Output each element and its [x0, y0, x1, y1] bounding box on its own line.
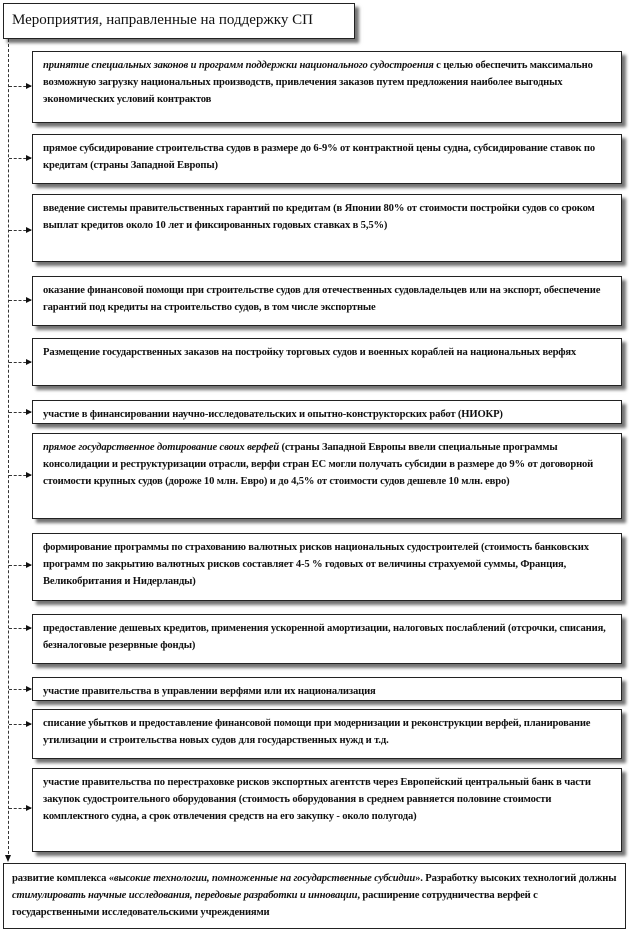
diagram-title-box	[3, 3, 355, 39]
measure-4-text: оказание финансовой помощи при строительстве судов для отечественных судовладельцев или на экспорт, обеспечение гарантий под кредиты на строительство судов, в том числе экспортные	[43, 285, 601, 313]
measure-7-text: (страны Западной Европы ввели специальные программы консолидации и реструктуризации отрасли, верфи стран ЕС могли получать субсидии в размере до 9% от договорной стоимости крупных судов (дороже 10 млн. Евро) и до 4,5% от стоимости судов дешевле 10 млн. евро)	[43, 442, 594, 487]
measure-box-2	[32, 134, 622, 184]
measure-box-7	[32, 433, 622, 519]
bottom-summary-box	[3, 863, 626, 929]
connector-arrow-1	[9, 86, 31, 87]
measure-box-6	[32, 400, 622, 424]
measure-11-text: списание убытков и предоставление финансовой помощи при модернизации и реконструкции верфей, планирование утилизации и строительства новых судов для государственных нужд и т.д.	[43, 718, 591, 746]
connector-arrow-2	[9, 158, 31, 159]
measure-box-10	[32, 677, 622, 701]
bottom-text-part1: развитие комплекса «	[12, 873, 114, 884]
measure-box-4	[32, 276, 622, 326]
measure-5-text: Размещение государственных заказов на постройку торговых судов и военных кораблей на национальных верфях	[43, 347, 577, 358]
connector-arrow-8	[9, 565, 31, 566]
measure-box-5	[32, 338, 622, 386]
measure-box-12	[32, 768, 622, 852]
bottom-text-part3: , расширение сотрудничества верфей с государственными исследовательскими учреждениями	[12, 890, 538, 918]
connector-arrow-7	[9, 475, 31, 476]
connector-arrow-6	[9, 412, 31, 413]
bottom-emphasis-2: стимулировать научные исследования, передовые разработки и инновации	[12, 890, 358, 901]
measure-box-11	[32, 709, 622, 759]
connector-arrow-3	[9, 230, 31, 231]
measure-box-9	[32, 614, 622, 664]
diagram-title: Мероприятия, направленные на поддержку СП	[12, 12, 313, 28]
connector-arrow-12	[9, 808, 31, 809]
measure-10-text: участие правительства в управлении верфями или их национализация	[43, 686, 376, 697]
connector-arrow-10	[9, 689, 31, 690]
measure-2-text: прямое субсидирование строительства судов в размере до 6-9% от контрактной цены судна, субсидирование ставок по кредитам (страны Западной Европы)	[43, 143, 596, 171]
connector-arrow-9	[9, 628, 31, 629]
measure-8-text: формирование программы по страхованию валютных рисков национальных судостроителей (стоимость банковских программ по закрытию валютных рисков составляет 4-5 % годовых от величины страхуемой суммы, Франция, Великобритания и Нидерланды)	[43, 542, 589, 587]
measure-12-text: участие правительства по перестраховке рисков экспортных агентств через Европейский центральный банк в части закупок судостроительного оборудования (стоимость оборудования в среднем равняется половине стоимости комплектного судна, а срок отвлечения средств на его закупку - около полугода)	[43, 777, 591, 822]
connector-arrow-down	[5, 855, 11, 862]
measure-7-emphasis: прямое государственное дотирование своих верфей	[43, 442, 279, 453]
measure-box-3	[32, 194, 622, 262]
measure-6-text: участие в финансировании научно-исследовательских и опытно-конструкторских работ (НИОКР)	[43, 409, 503, 420]
measure-3-text: введение системы правительственных гарантий по кредитам (в Японии 80% от стоимости постройки судов со сроком выплат кредитов около 10 лет и фиксированных годовых ставках в 5,5%)	[43, 203, 595, 231]
measure-box-1	[32, 51, 622, 123]
measure-1-text: с целью обеспечить максимально возможную загрузку национальных производств, привлечения заказов путем предложения наиболее выгодных экономических условий контрактов	[43, 60, 593, 105]
measure-box-8	[32, 533, 622, 601]
connector-trunk-line	[8, 39, 9, 859]
connector-arrow-4	[9, 300, 31, 301]
bottom-text-part2: ». Разработку высоких технологий должны	[415, 873, 617, 884]
bottom-emphasis-1: высокие технологии, помноженные на государственные субсидии	[113, 873, 416, 884]
measure-9-text: предоставление дешевых кредитов, применения ускоренной амортизации, налоговых послаблений (отсрочки, списания, безналоговые резервные фонды)	[43, 623, 606, 651]
measure-1-emphasis: принятие специальных законов и программ поддержки национального судостроения	[43, 60, 434, 71]
connector-arrow-11	[9, 724, 31, 725]
connector-arrow-5	[9, 362, 31, 363]
